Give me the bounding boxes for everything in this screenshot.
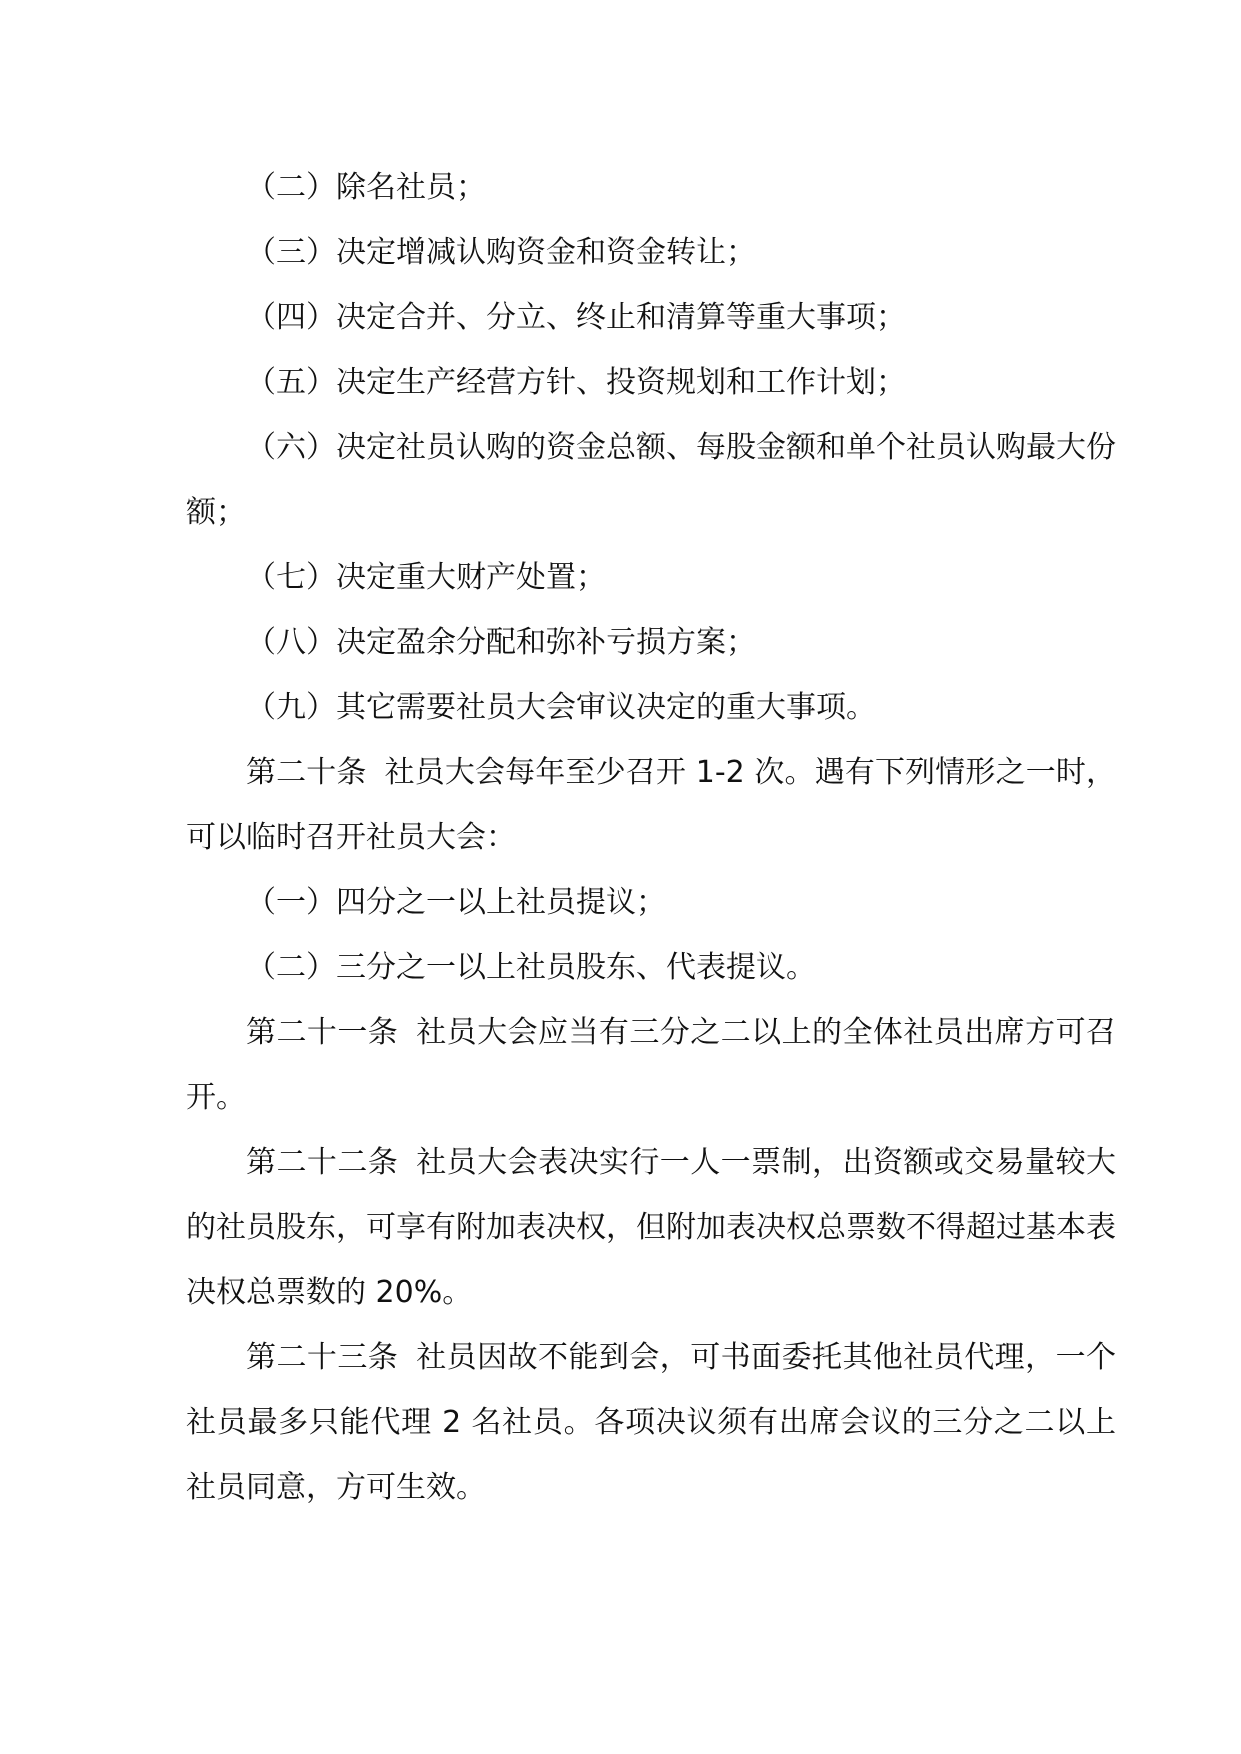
article-23 — [186, 1325, 1116, 1520]
article-22-text: 社员大会表决实行一人一票制，出资额或交易量较大的社员股东，可享有附加表决权，但附加表决权总票数不得超过基本表决权总票数的 20%。 — [186, 1145, 1117, 1310]
article-21 — [186, 1000, 1116, 1130]
list-item-5: （五）决定生产经营方针、投资规划和工作计划； — [246, 365, 906, 400]
article-20-number: 第二十条 — [246, 755, 367, 790]
article-21-number: 第二十一条 — [246, 1015, 399, 1050]
article-20-item-1: （一）四分之一以上社员提议； — [246, 885, 666, 920]
article-22-number: 第二十二条 — [246, 1145, 399, 1180]
article-20 — [186, 740, 1116, 870]
list-item-8: （八）决定盈余分配和弥补亏损方案； — [246, 625, 756, 660]
list-item-4: （四）决定合并、分立、终止和清算等重大事项； — [246, 300, 906, 335]
article-23-number: 第二十三条 — [246, 1340, 399, 1375]
list-item-2: （二）除名社员； — [246, 170, 486, 205]
list-item-7: （七）决定重大财产处置； — [246, 560, 606, 595]
article-20-text: 社员大会每年至少召开 1-2 次。遇有下列情形之一时，可以临时召开社员大会： — [186, 755, 1117, 855]
list-item-9: （九）其它需要社员大会审议决定的重大事项。 — [246, 690, 876, 725]
article-21-text: 社员大会应当有三分之二以上的全体社员出席方可召开。 — [186, 1015, 1117, 1115]
article-23-text: 社员因故不能到会，可书面委托其他社员代理，一个社员最多只能代理 2 名社员。各项决议须有出席会议的三分之二以上社员同意，方可生效。 — [186, 1340, 1117, 1505]
list-item-6: （六）决定社员认购的资金总额、每股金额和单个社员认购最大份额； — [186, 430, 1116, 530]
list-item-3: （三）决定增减认购资金和资金转让； — [246, 235, 756, 270]
article-20-item-2: （二）三分之一以上社员股东、代表提议。 — [246, 950, 816, 985]
article-22 — [186, 1130, 1116, 1325]
document-body — [186, 155, 1116, 1520]
